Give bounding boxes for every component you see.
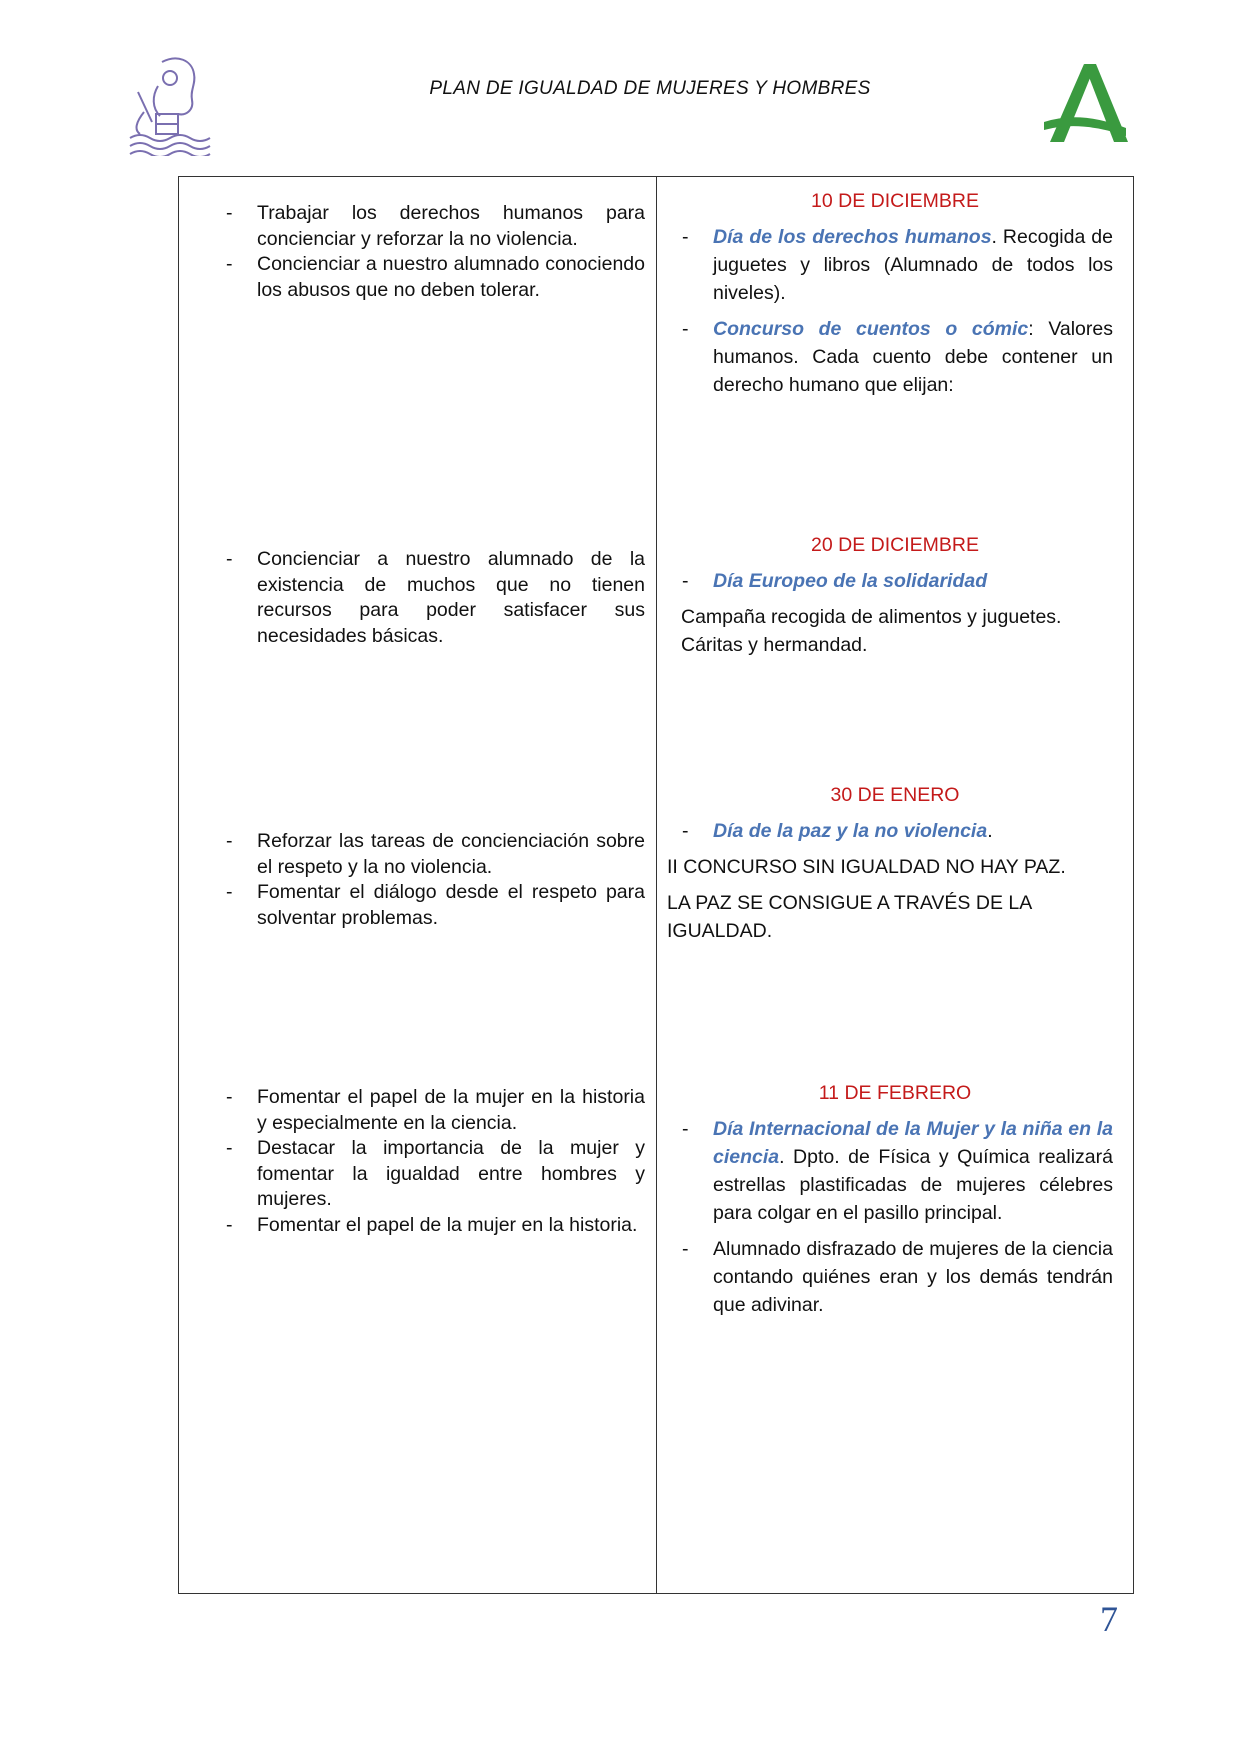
- objective-item: - Reforzar las tareas de concienciación sobre el respeto y la no violencia.: [221, 829, 645, 880]
- activity-item: [677, 817, 1113, 845]
- activity-item: [677, 1115, 1113, 1227]
- page-number: 7: [1100, 1599, 1118, 1639]
- activity-note: LA PAZ SE CONSIGUE A TRAVÉS DE LA IGUALDAD.: [667, 892, 1032, 942]
- objective-item: - Fomentar el diálogo desde el respeto para solventar problemas.: [221, 880, 645, 931]
- event-name: Concurso de cuentos o cómic: [713, 318, 1029, 340]
- activity-note: II CONCURSO SIN IGUALDAD NO HAY PAZ.: [667, 856, 1066, 878]
- objective-item: - Destacar la importancia de la mujer y fomentar la igualdad entre hombres y mujeres.: [221, 1136, 645, 1213]
- event-description: . Dpto. de Física y Química realizará estrellas plastificadas de mujeres célebres para colgar en el pasillo principal.: [713, 1146, 1113, 1224]
- objective-item: - Concienciar a nuestro alumnado conociendo los abusos que no deben tolerar.: [221, 252, 645, 303]
- event-name: Día Internacional de la Mujer y la niña en la ciencia: [713, 1118, 1113, 1168]
- objective-item: - Concienciar a nuestro alumnado de la existencia de muchos que no tienen recursos para poder satisfacer sus necesidades básicas.: [221, 547, 645, 649]
- objective-item: - Fomentar el papel de la mujer en la historia y especialmente en la ciencia.: [221, 1085, 645, 1136]
- junta-andalucia-logo-icon: [1040, 62, 1130, 150]
- objectives-cell-4: [221, 1085, 655, 1238]
- event-description: Alumnado disfrazado de mujeres de la ciencia contando quiénes eran y los demás tendrán que adivinar.: [713, 1238, 1113, 1316]
- activity-cell-1: [677, 187, 1123, 407]
- activity-date: 11 DE FEBRERO: [818, 1082, 972, 1104]
- document-header-title: PLAN DE IGUALDAD DE MUJERES Y HOMBRES: [429, 78, 871, 99]
- activity-item: [677, 315, 1113, 399]
- event-name: Día Europeo de la solidaridad: [713, 570, 988, 592]
- event-description: : Valores humanos. Cada cuento debe contener un derecho humano que elijan:: [713, 318, 1113, 396]
- activity-item: [677, 223, 1113, 307]
- activity-cell-2: [677, 531, 1123, 667]
- activity-item: [677, 567, 1113, 595]
- event-name: Día de la paz y la no violencia: [713, 820, 988, 842]
- activity-date: 10 DE DICIEMBRE: [811, 190, 979, 212]
- objective-item: - Fomentar el papel de la mujer en la historia.: [221, 1213, 645, 1239]
- event-name: Día de los derechos humanos: [713, 226, 992, 248]
- activity-cell-3: [667, 781, 1123, 953]
- event-description: . Recogida de juguetes y libros (Alumnado de todos los niveles).: [713, 226, 1113, 304]
- objectives-cell-1: [221, 201, 655, 303]
- objectives-cell-3: [221, 829, 655, 931]
- activities-table: [178, 176, 1134, 1594]
- objective-item: - Trabajar los derechos humanos para concienciar y reforzar la no violencia.: [221, 201, 645, 252]
- activity-cell-4: [677, 1079, 1123, 1327]
- school-crest-icon: [122, 52, 212, 156]
- activity-item: [677, 1235, 1113, 1319]
- column-divider: [656, 177, 657, 1593]
- objectives-cell-2: [221, 547, 655, 649]
- activity-date: 20 DE DICIEMBRE: [811, 534, 979, 556]
- activity-note: Campaña recogida de alimentos y juguetes. Cáritas y hermandad.: [681, 606, 1062, 656]
- activity-date: 30 DE ENERO: [830, 784, 960, 806]
- event-description: .: [987, 820, 993, 842]
